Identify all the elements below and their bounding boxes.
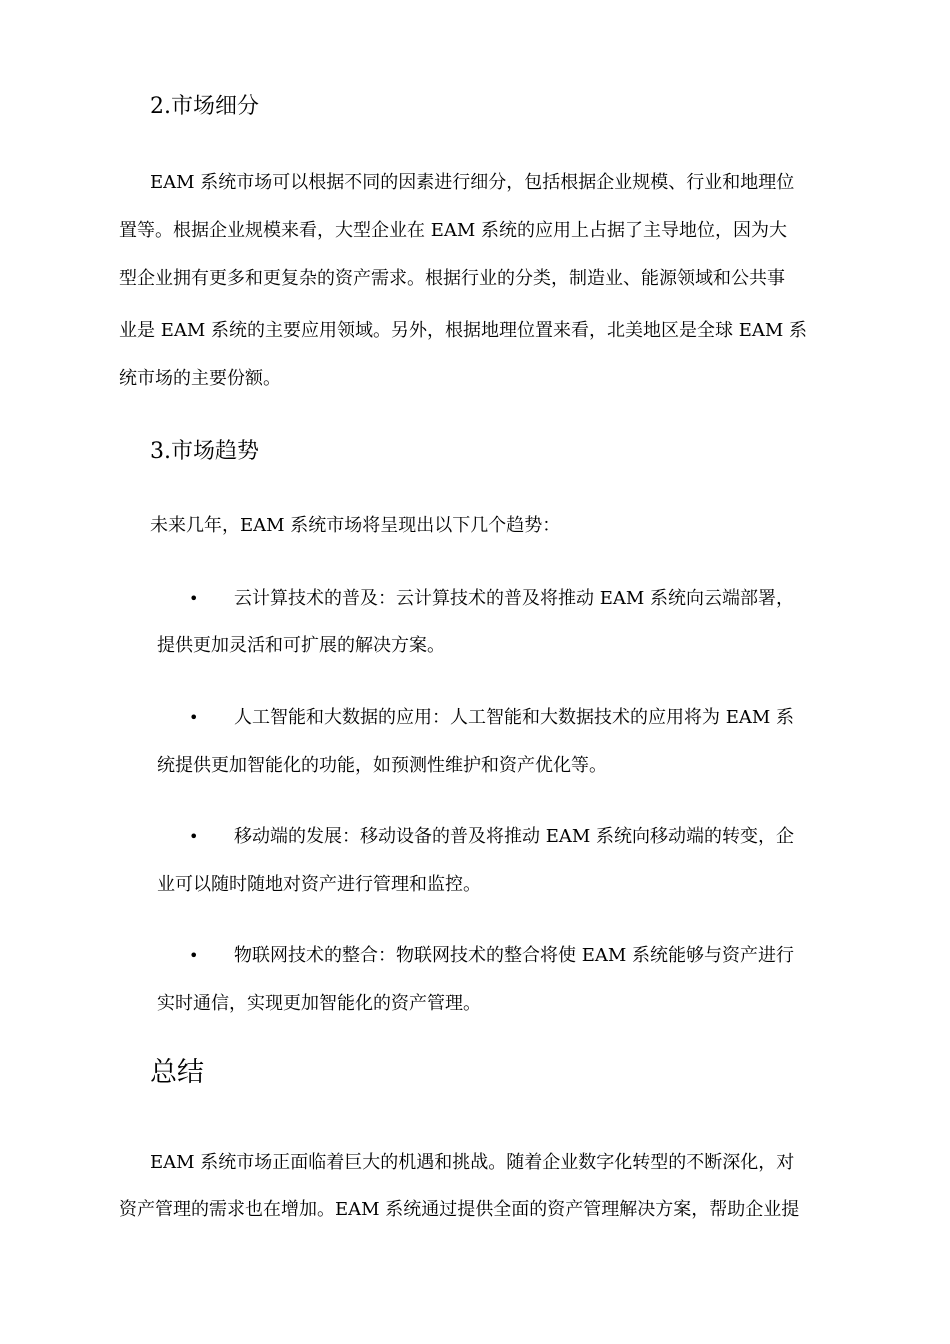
list-item-line: 云计算技术的普及：云计算技术的普及将推动 EAM 系统向云端部署， bbox=[234, 588, 795, 609]
paragraph-line: 置等。根据企业规模来看，大型企业在 EAM 系统的应用上占据了主导地位，因为大 bbox=[119, 220, 788, 241]
list-item-line: 提供更加灵活和可扩展的解决方案。 bbox=[157, 635, 445, 656]
bullet-icon: • bbox=[189, 946, 199, 965]
paragraph-line: EAM 系统市场可以根据不同的因素进行细分，包括根据企业规模、行业和地理位 bbox=[150, 172, 795, 193]
trends-intro: 未来几年，EAM 系统市场将呈现出以下几个趋势： bbox=[150, 515, 561, 536]
bullet-icon: • bbox=[189, 708, 199, 727]
paragraph-line: 业是 EAM 系统的主要应用领域。另外，根据地理位置来看，北美地区是全球 EAM 系 bbox=[119, 320, 808, 341]
bullet-icon: • bbox=[189, 589, 199, 608]
heading-market-trends: 3.市场趋势 bbox=[150, 439, 259, 464]
list-item-line: 人工智能和大数据的应用：人工智能和大数据技术的应用将为 EAM 系 bbox=[234, 707, 795, 728]
bullet-icon: • bbox=[189, 827, 199, 846]
paragraph-line: 资产管理的需求也在增加。EAM 系统通过提供全面的资产管理解决方案，帮助企业提 bbox=[119, 1199, 800, 1220]
list-item-line: 移动端的发展：移动设备的普及将推动 EAM 系统向移动端的转变，企 bbox=[234, 826, 795, 847]
heading-market-segmentation: 2.市场细分 bbox=[150, 94, 259, 119]
list-item-line: 统提供更加智能化的功能，如预测性维护和资产优化等。 bbox=[157, 755, 607, 776]
paragraph-line: EAM 系统市场正面临着巨大的机遇和挑战。随着企业数字化转型的不断深化，对 bbox=[150, 1152, 795, 1173]
list-item-line: 业可以随时随地对资产进行管理和监控。 bbox=[157, 874, 481, 895]
list-item-line: 物联网技术的整合：物联网技术的整合将使 EAM 系统能够与资产进行 bbox=[234, 945, 795, 966]
list-item-line: 实时通信，实现更加智能化的资产管理。 bbox=[157, 993, 481, 1014]
paragraph-line: 型企业拥有更多和更复杂的资产需求。根据行业的分类，制造业、能源领域和公共事 bbox=[119, 268, 785, 289]
heading-summary: 总结 bbox=[150, 1057, 204, 1088]
paragraph-line: 统市场的主要份额。 bbox=[119, 368, 281, 389]
